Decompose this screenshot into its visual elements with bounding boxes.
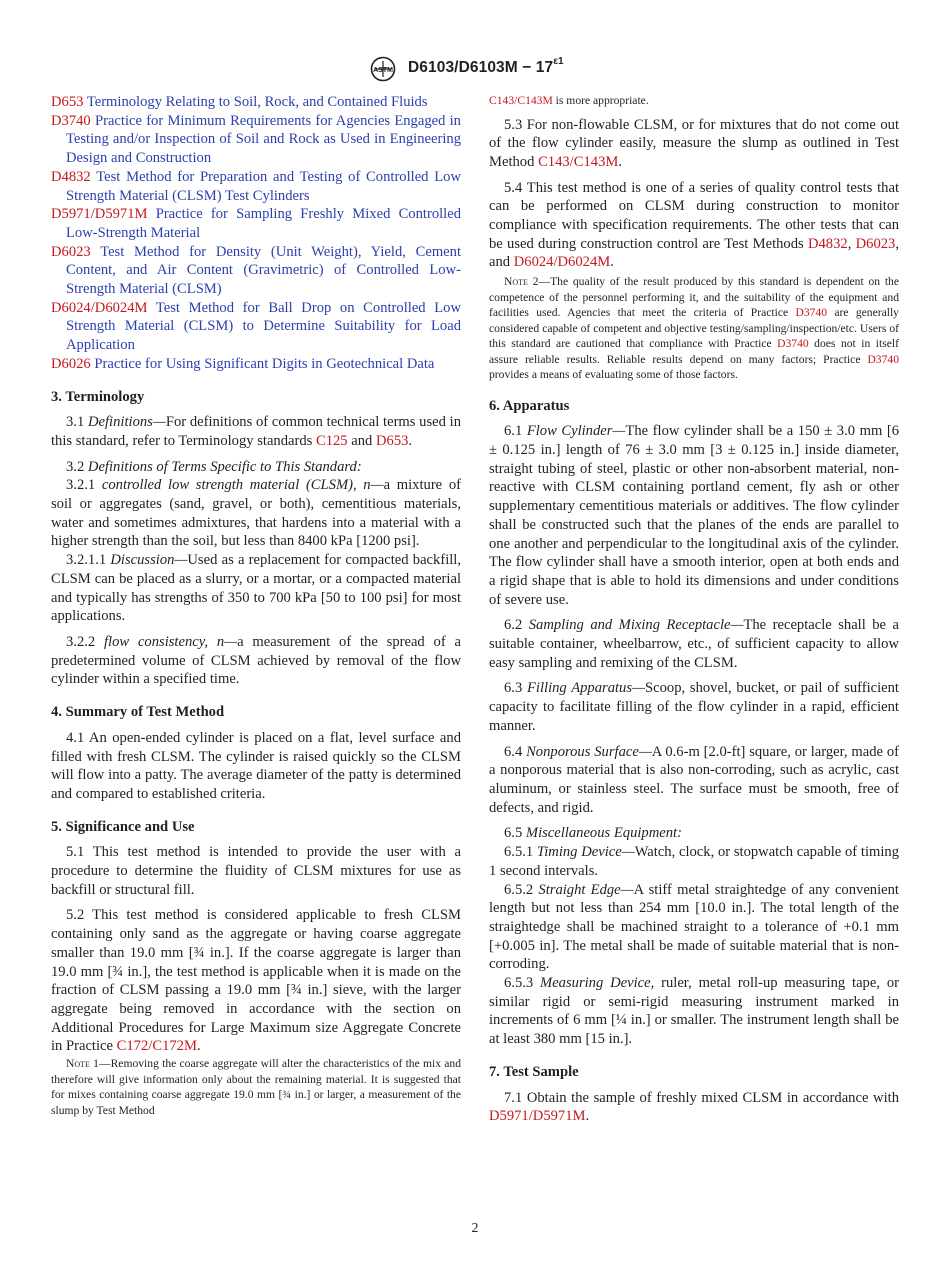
paragraph-3-2: 3.2 Definitions of Terms Specific to This Standard: (66, 458, 362, 475)
paragraph-5-3: 5.3 For non-flowable CLSM, or for mixtures that do not come out of the flow cylinder easily, measure the slump as outlined in Test Method C143/C143M. (489, 116, 899, 170)
paragraph-7-1: 7.1 Obtain the sample of freshly mixed CLSM in accordance with D5971/D5971M. (489, 1089, 899, 1125)
note-1: Note 1—Removing the coarse aggregate will alter the characteristics of the mix and therefore will give information only about the remaining material. It is suggested that for mixes containing coarse aggregate 19.0 mm [¾ in.] or larger, a measurement of the slump by Test Method (51, 1057, 461, 1117)
right-column (489, 93, 899, 1126)
svg-text:ASTM: ASTM (373, 67, 393, 74)
page-number: 2 (471, 1221, 479, 1236)
link-d5971[interactable]: D5971/D5971M (489, 1108, 586, 1125)
reference-item[interactable]: D6024/D6024M Test Method for Ball Drop on Controlled Low Strength Material (CLSM) to Determine Suitability for Load Application (51, 299, 461, 354)
reference-item[interactable]: D4832 Test Method for Preparation and Testing of Controlled Low Strength Material (CLSM) Test Cylinders (51, 168, 461, 204)
reference-item[interactable]: D6023 Test Method for Density (Unit Weight), Yield, Cement Content, and Air Content (Gravimetric) of Controlled Low-Strength Material (CLSM) (51, 243, 461, 298)
link-d3740[interactable]: D3740 (795, 306, 828, 320)
left-column (51, 93, 461, 1118)
paragraph-6-5-3: 6.5.3 Measuring Device, ruler, metal roll-up measuring tape, or similar rigid or semi-rigid measuring instrument marked in increments of 6 mm [¼ in.] or smaller. The instrument length shall be at least 380 mm [15 in.]. (489, 975, 899, 1048)
paragraph-5-1: 5.1 This test method is intended to provide the user with a procedure to determine the fluidity of CLSM mixtures for use as backfill or structural fill. (51, 844, 461, 898)
note-2: Note 2—The quality of the result produced by this standard is dependent on the competence of the personnel performing it, and the suitability of the equipment and facilities used. Agencies that meet the criteria of Practice D3740 are generally considered capable of competent and objective testing/sampling/inspection/etc. Users of this standard are cautioned that compliance with Practice D3740 does not in itself assure reliable results. Reliable results depend on many factors; Practice D3740 provides a means of evaluating some of those factors. (489, 275, 899, 382)
link-c143[interactable]: C143/C143M (538, 153, 619, 170)
paragraph-6-3: 6.3 Filling Apparatus—Scoop, shovel, bucket, or pail of sufficient capacity to facilitate filling of the flow cylinder in a rapid, efficient manner. (489, 680, 899, 734)
referenced-documents-list (51, 93, 461, 374)
paragraph-6-4: 6.4 Nonporous Surface—A 0.6-m [2.0-ft] square, or larger, made of a nonporous material that is also non-corroding, such as acrylic, cast aluminum, or stainless steel. The surface must be smooth, free of defects, and rigid. (489, 743, 899, 816)
section-heading-test-sample: 7. Test Sample (489, 1063, 579, 1080)
link-c125[interactable]: C125 (315, 432, 348, 449)
reference-item[interactable]: D5971/D5971M Practice for Sampling Freshly Mixed Controlled Low-Strength Material (51, 206, 461, 241)
reference-item[interactable]: D6026 Practice for Using Significant Digits in Geotechnical Data (51, 355, 435, 372)
link-d3740[interactable]: D3740 (777, 337, 809, 351)
link-d4832[interactable]: D4832 (807, 235, 848, 252)
paragraph-3-1: 3.1 Definitions—For definitions of common technical terms used in this standard, refer to Terminology standards C125 and D653. (51, 414, 462, 449)
paragraph-6-2: 6.2 Sampling and Mixing Receptacle—The receptacle shall be a suitable container, wheelbarrow, etc., of sufficient capacity to allow easy sampling and remixing of the CLSM. (489, 617, 899, 671)
section-heading-summary: 4. Summary of Test Method (51, 704, 225, 721)
paragraph-3-2-2: 3.2.2 flow consistency, n—a measurement of the spread of a predetermined volume of CLSM achieved by removal of the flow cylinder within a specified time. (51, 633, 461, 688)
reference-item[interactable]: D653 Terminology Relating to Soil, Rock, and Contained Fluids (51, 94, 428, 110)
paragraph-6-5-2: 6.5.2 Straight Edge—A stiff metal straightedge of any convenient length but not less than 254 mm [10.0 in.]. The total length of the straightedge shall be machined straight to a tolerance of +0.1 mm [+0.005 in]. The metal shall be made of suitable material that is non-corroding. (489, 881, 899, 973)
paragraph-5-4: 5.4 This test method is one of a series of quality control tests that can be performed on CLSM during construction to monitor compliance with specification requirements. The other tests that can be used during construction control are Test Methods D4832, D6023, and D6024/D6024M. (489, 179, 900, 271)
link-d653[interactable]: D653 (375, 432, 409, 449)
note-1-continued: C143/C143M is more appropriate. (489, 94, 649, 107)
section-heading-apparatus: 6. Apparatus (489, 397, 570, 414)
link-d6024[interactable]: D6024/D6024M (513, 254, 611, 271)
document-designation: $D6103/D6103M - 17^{\varepsilon 1}$ (408, 56, 564, 77)
link-c143[interactable]: C143/C143M (489, 94, 553, 107)
paragraph-3-2-1: 3.2.1 controlled low strength material (CLSM), n—a mixture of soil or aggregates (sand, gravel, or both), cementitious materials, water and sometimes admixtures, that hardens into a material with a higher strength than the soil, but less than 8400 kPa [1200 psi]. (51, 477, 462, 550)
paragraph-5-2: 5.2 This test method is considered applicable to fresh CLSM containing only sand as the aggregate or having coarse aggregate smaller than 19.0 mm [¾ in.]. If the coarse aggregate is larger than 19.0 mm [¾ in.], the test method is applicable when it is made on the fraction of CLSM passing a 19.0 mm [¾ in.] sieve, with the larger aggregate being removed in accordance with the section on Additional Procedures for Large Maximum size Aggregate Concrete in Practice C172/C172M. (51, 907, 461, 1055)
paragraph-6-5-1: 6.5.1 Timing Device—Watch, clock, or stopwatch capable of timing 1 second intervals. (489, 844, 900, 879)
link-c172[interactable]: C172/C172M (116, 1038, 197, 1055)
link-d6023[interactable]: D6023 (855, 235, 896, 252)
paragraph-4-1: 4.1 An open-ended cylinder is placed on a flat, level surface and filled with fresh CLSM. The cylinder is raised quickly so the CLSM will flow into a patty. The average diameter of the patty is determined and compared to established criteria. (51, 729, 461, 802)
astm-logo-icon (366, 56, 400, 82)
page-header (0, 56, 950, 82)
paragraph-6-1: 6.1 Flow Cylinder—The flow cylinder shall be a 150 ± 3.0 mm [6 ± 0.125 in.] length of 76 ± 3.0 mm [3 ± 0.125 in.] inside diameter, straight tubing of steel, plastic or other non-absorbent material, non-reactive with CLSM containing portland cement, fly ash or other supplementary cementitious materials or additives. The flow cylinder shall be constructed such that the planes of the ends are parallel to one another and perpendicular to the longitudinal axis of the cylinder. The flow cylinder shall have a smooth interior, open at both ends and a rigid shape that is able to hold its dimensions and under conditions of severe use. (489, 423, 899, 608)
paragraph-3-2-1-1: 3.2.1.1 Discussion—Used as a replacement for compacted backfill, CLSM can be placed as a slurry, or a mortar, or a compacted material and typically has strengths of 350 to 700 kPa [50 to 100 psi] for most applications. (51, 552, 462, 625)
section-heading-significance: 5. Significance and Use (51, 818, 195, 835)
section-heading-terminology: 3. Terminology (51, 388, 145, 405)
reference-item[interactable]: D3740 Practice for Minimum Requirements for Agencies Engaged in Testing and/or Inspection of Soil and Rock as Used in Engineering Design and Construction (51, 112, 461, 167)
link-d3740[interactable]: D3740 (867, 352, 899, 366)
paragraph-6-5: 6.5 Miscellaneous Equipment: (504, 825, 682, 842)
